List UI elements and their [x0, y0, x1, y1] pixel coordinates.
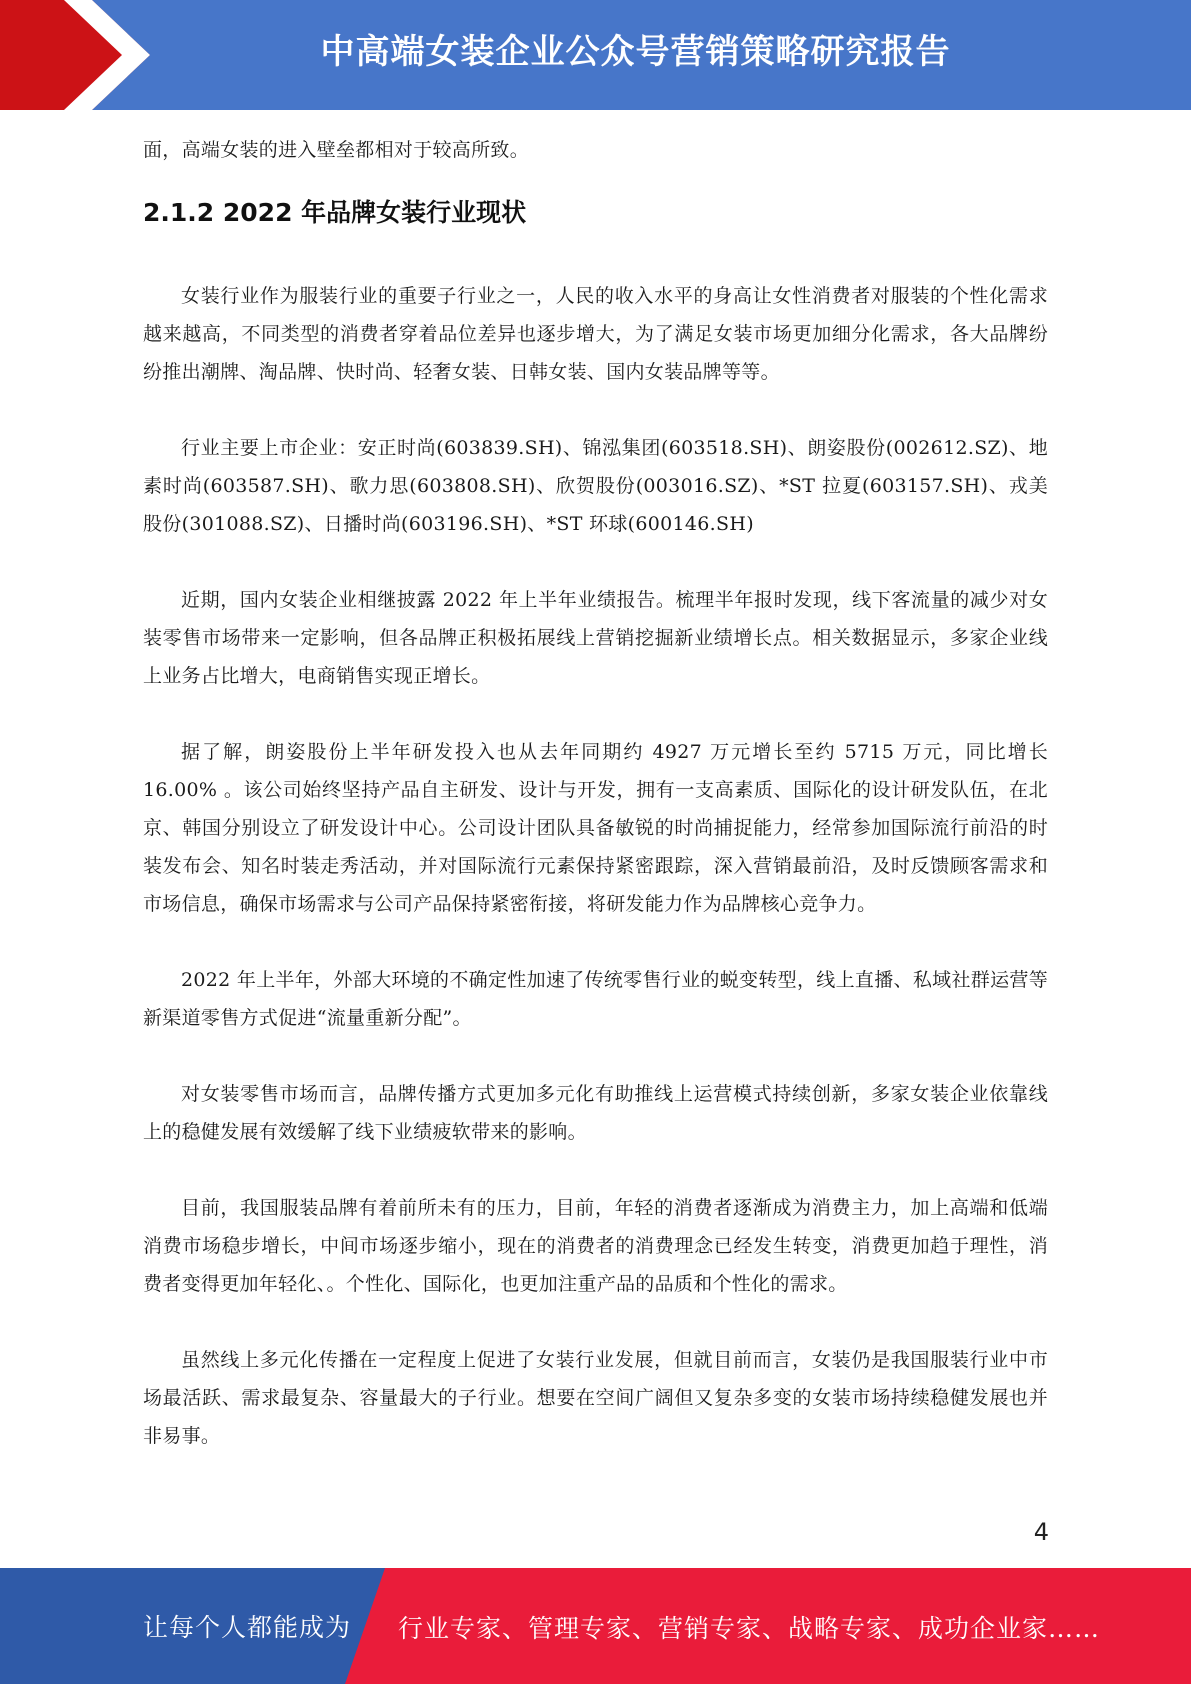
lead-paragraph: 面，高端女装的进入壁垒都相对于较高所致。	[143, 139, 530, 161]
document-body	[143, 131, 1048, 1455]
footer-slogan-left: 让每个人都能成为	[143, 1613, 352, 1642]
paragraph-1: 女装行业作为服装行业的重要子行业之一，人民的收入水平的身高让女性消费者对服装的个性化需求越来越高，不同类型的消费者穿着品位差异也逐步增大，为了满足女装市场更加细分化需求，各大品牌纷纷推出潮牌、淘品牌、快时尚、轻奢女装、日韩女装、国内女装品牌等等。	[143, 285, 1048, 383]
page-header	[0, 0, 1191, 110]
paragraph-6: 对女装零售市场而言，品牌传播方式更加多元化有助推线上运营模式持续创新，多家女装企业依靠线上的稳健发展有效缓解了线下业绩疲软带来的影响。	[143, 1083, 1048, 1143]
paragraph-3: 近期，国内女装企业相继披露 2022 年上半年业绩报告。梳理半年报时发现，线下客流量的减少对女装零售市场带来一定影响，但各品牌正积极拓展线上营销挖掘新业绩增长点。相关数据显示，多家企业线上业务占比增大，电商销售实现正增长。	[143, 589, 1048, 687]
page-number: 4	[1033, 1518, 1049, 1546]
paragraph-7: 目前，我国服装品牌有着前所未有的压力，目前，年轻的消费者逐渐成为消费主力，加上高端和低端消费市场稳步增长，中间市场逐步缩小，现在的消费者的消费理念已经发生转变，消费更加趋于理性，消费者变得更加年轻化、。个性化、国际化，也更加注重产品的品质和个性化的需求。	[143, 1197, 1048, 1295]
report-title: 中高端女装企业公众号营销策略研究报告	[320, 32, 951, 72]
section-heading: 2.1.2 2022 年品牌女装行业现状	[143, 198, 527, 227]
footer-slogan-right: 行业专家、管理专家、营销专家、战略专家、成功企业家……	[398, 1614, 1101, 1643]
page-footer	[0, 1568, 1191, 1684]
paragraph-5: 2022 年上半年，外部大环境的不确定性加速了传统零售行业的蜕变转型，线上直播、私域社群运营等新渠道零售方式促进“流量重新分配”。	[143, 969, 1048, 1029]
paragraph-2: 行业主要上市企业：安正时尚(603839.SH)、锦泓集团(603518.SH)、朗姿股份(002612.SZ)、地素时尚(603587.SH)、歌力思(603808.SH)、欣贺股份(003016.SZ)、*ST 拉夏(603157.SH)、戎美股份(301088.SZ)、日播时尚(603196.SH)、*ST 环球(600146.SH)	[143, 437, 1048, 535]
paragraph-8: 虽然线上多元化传播在一定程度上促进了女装行业发展，但就目前而言，女装仍是我国服装行业中市场最活跃、需求最复杂、容量最大的子行业。想要在空间广阔但又复杂多变的女装市场持续稳健发展也并非易事。	[143, 1349, 1048, 1447]
paragraph-4: 据了解，朗姿股份上半年研发投入也从去年同期约 4927 万元增长至约 5715 万元，同比增长 16.00% 。该公司始终坚持产品自主研发、设计与开发，拥有一支高素质、国际化的设计研发队伍，在北京、韩国分别设立了研发设计中心。公司设计团队具备敏锐的时尚捕捉能力，经常参加国际流行前沿的时装发布会、知名时装走秀活动，并对国际流行元素保持紧密跟踪，深入营销最前沿，及时反馈顾客需求和市场信息，确保市场需求与公司产品保持紧密衔接，将研发能力作为品牌核心竞争力。	[143, 741, 1048, 915]
